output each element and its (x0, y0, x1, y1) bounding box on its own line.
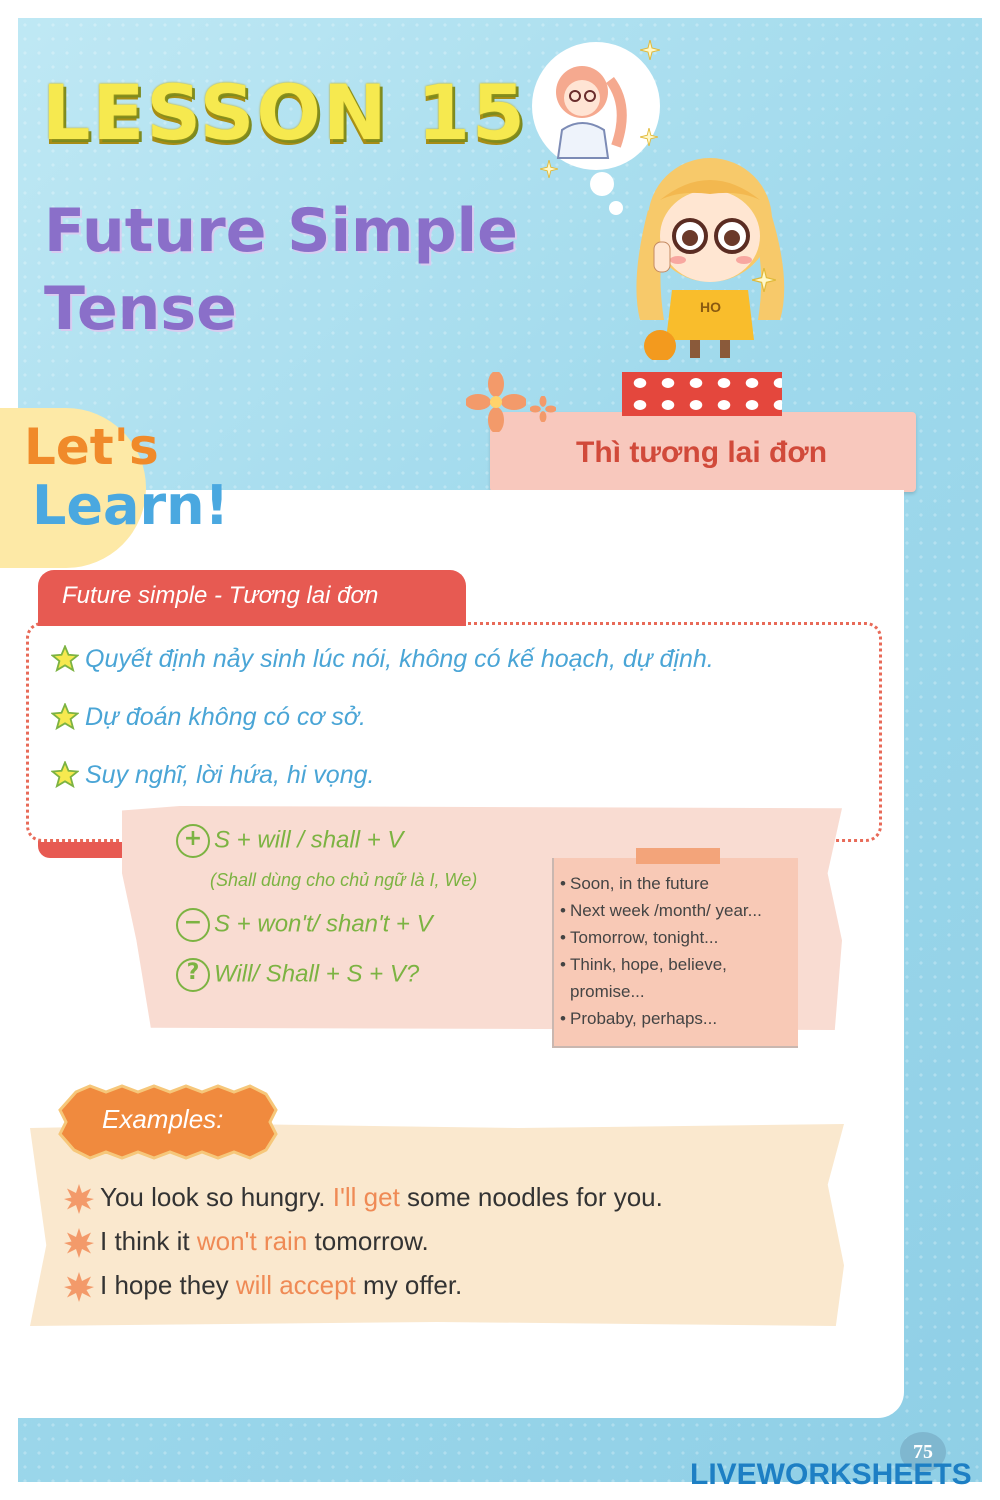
shall-note: (Shall dùng cho chủ ngữ là I, We) (210, 870, 478, 890)
lesson-number: LESSON 15 (42, 68, 527, 157)
star-bullet-icon (64, 1184, 94, 1214)
positive-formula (176, 824, 403, 858)
star-bullet-icon (64, 1272, 94, 1302)
example-text: my offer. (355, 1270, 463, 1300)
note-tape (636, 848, 720, 864)
minus-icon: − (176, 908, 210, 942)
example-text: I hope they (100, 1270, 236, 1300)
example-sentence (100, 1226, 429, 1257)
page-number: 75 (900, 1432, 946, 1472)
signal-words-list (554, 858, 798, 1032)
example-text: some noodles for you. (399, 1182, 663, 1212)
negative-formula (176, 908, 433, 942)
vietnamese-title-banner (490, 412, 916, 492)
signal-word: • Tomorrow, tonight... (570, 924, 792, 951)
liveworksheets-logo[interactable]: LIVEWORKSHEETS (690, 1458, 972, 1491)
sparkle-icon (752, 268, 776, 292)
star-bullet-icon (64, 1228, 94, 1258)
example-text: tomorrow. (307, 1226, 429, 1256)
positive-formula-text: S + will / shall + V (214, 826, 404, 854)
section-header (38, 570, 466, 626)
example-text: You look so hungry. (100, 1182, 333, 1212)
learn-label: Learn! (32, 474, 230, 537)
question-formula-text: Will/ Shall + S + V? (214, 960, 420, 988)
example-sentence (100, 1270, 462, 1301)
lets-label: Let's (24, 418, 159, 476)
flower-icon (530, 396, 556, 422)
lesson-title (44, 192, 518, 348)
signal-word: • Think, hope, believe, promise... (570, 951, 792, 1005)
star-bullet-icon (51, 703, 79, 731)
plus-icon: + (176, 824, 210, 858)
signal-word: • Next week /month/ year... (570, 897, 792, 924)
star-bullet-icon (51, 645, 79, 673)
example-text: I think it (100, 1226, 197, 1256)
question-icon: ? (176, 958, 210, 992)
sparkle-icon (640, 128, 658, 146)
usage-item: Quyết định nảy sinh lúc nói, không có kế hoạch, dự định. (85, 645, 714, 673)
usage-item: Suy nghĩ, lời hứa, hi vọng. (85, 761, 375, 789)
star-bullet-icon (51, 761, 79, 789)
signal-word: • Soon, in the future (570, 870, 792, 897)
negative-formula-text: S + won't/ shan't + V (214, 910, 433, 938)
title-line-1: Future Simple (44, 196, 518, 266)
sparkle-icon (540, 160, 558, 178)
vietnamese-title: Thì tương lai đơn (576, 436, 828, 469)
sparkle-icon (640, 40, 660, 60)
example-highlight: I'll get (332, 1182, 400, 1212)
example-sentence (100, 1182, 663, 1213)
signal-word: • Probaby, perhaps... (570, 1005, 792, 1032)
polka-dot-tape (622, 372, 782, 416)
signal-words-note (552, 858, 798, 1048)
shirt-text: HO (700, 299, 721, 315)
title-line-2: Tense (44, 274, 237, 344)
usage-item: Dự đoán không có cơ sở. (85, 703, 366, 731)
examples-label: Examples: (102, 1104, 224, 1134)
girl-illustration (620, 150, 800, 360)
flower-icon (466, 372, 526, 432)
question-formula (176, 958, 419, 992)
example-highlight: won't rain (196, 1226, 308, 1256)
example-highlight: will accept (235, 1270, 356, 1300)
section-header-text: Future simple - Tương lai đơn (62, 582, 379, 609)
